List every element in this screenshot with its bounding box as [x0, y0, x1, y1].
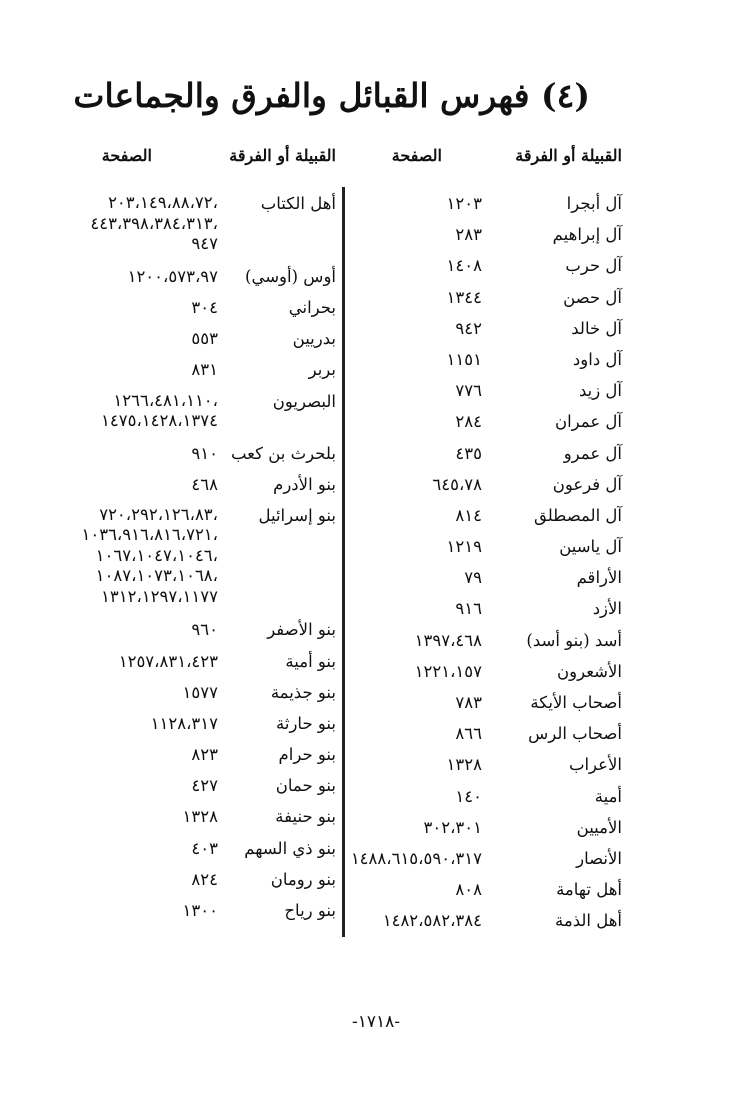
entry-pages: ٧٧٦ [455, 381, 482, 401]
entry-name: بنو أمية [285, 651, 336, 671]
entry-name: أوس (أوسي) [245, 266, 336, 286]
entry-pages [81, 500, 218, 608]
entry-pages: ٨٣١ [191, 360, 218, 380]
entry-pages: ٣٠٢،٣٠١ [423, 817, 482, 837]
entry-pages: ٢٨٤ [455, 412, 482, 432]
entry-pages: ٨٠٨ [455, 880, 482, 900]
entry-pages: ١١٥١ [446, 349, 482, 369]
index-entry [40, 188, 336, 261]
entry-name: الأشعرون [557, 661, 622, 681]
entry-pages: ١٣٩٧،٤٦٨ [414, 630, 482, 650]
entry-pages: ١٣٢٨ [446, 755, 482, 775]
entry-pages: ١٥٧٧ [182, 682, 218, 702]
index-entry [350, 562, 622, 593]
entry-name: آل فرعون [552, 474, 622, 494]
page-number: -١٧١٨- [351, 1012, 401, 1032]
entry-pages: ١٢٥٧،٨٣١،٤٢٣ [118, 651, 218, 671]
index-entry [40, 739, 336, 770]
entry-pages: ٤٦٨ [191, 474, 218, 494]
index-entry [40, 646, 336, 677]
entry-pages: ٦٤٥،٧٨ [432, 474, 482, 494]
entry-name: بنو حنيفة [275, 807, 336, 827]
entry-pages: ١١٢٨،٣١٧ [150, 713, 218, 733]
entry-name: بنو الأصفر [267, 620, 336, 640]
entry-pages-line: ١٣١٢،١٢٩٧،١١٧٧ [101, 586, 218, 606]
entry-name: أهل تهامة [556, 880, 622, 900]
entry-pages: ٨١٤ [455, 505, 482, 525]
index-entry [40, 895, 336, 926]
entry-pages: ٩٦٠ [191, 620, 218, 640]
index-entry [350, 500, 622, 531]
index-entry [350, 375, 622, 406]
entry-name: أمية [594, 786, 622, 806]
index-entry [40, 833, 336, 864]
index-entry [350, 219, 622, 250]
index-entry [350, 874, 622, 905]
index-entry [350, 625, 622, 656]
index-entry [350, 687, 622, 718]
index-entry [40, 354, 336, 385]
index-entry [350, 749, 622, 780]
entry-pages: ١٤٠٨ [446, 256, 482, 276]
entry-pages: ٩١٦ [455, 599, 482, 619]
entry-name: آل خالد [571, 318, 622, 338]
entry-name: الأراقم [576, 568, 622, 588]
index-entry [40, 500, 336, 614]
entry-pages: ٨٦٦ [455, 724, 482, 744]
entry-pages: ١٣٤٤ [446, 287, 482, 307]
entry-name: آل أبجرا [566, 194, 622, 213]
entry-pages: ٣٠٤ [191, 297, 218, 317]
index-entry [350, 781, 622, 812]
entry-name: بحراني [288, 297, 336, 317]
entry-name: بنو إسرائيل [258, 505, 336, 525]
entry-name: آل عمران [554, 412, 622, 432]
entry-pages: ٧٨٣ [455, 693, 482, 712]
entry-name: بدريين [292, 329, 336, 349]
header-left-pages: الصفحة [101, 146, 152, 165]
index-entry [350, 812, 622, 843]
entry-pages: ٤٠٣ [191, 838, 218, 858]
entry-name: آل عمرو [563, 443, 622, 463]
entry-pages: ١٣٢٨ [182, 807, 218, 827]
entry-pages: ١٣٠٠ [182, 901, 218, 920]
entry-pages-line: ،٤٤٣،٣٩٨،٣٨٤،٣١٣ [90, 213, 218, 233]
entry-pages-line: ،٧٢٠،٢٩٢،١٢٦،٨٣ [99, 504, 218, 524]
index-entry [350, 718, 622, 749]
index-entry [350, 250, 622, 281]
entry-name: آل إبراهيم [552, 225, 622, 245]
index-entry [350, 282, 622, 313]
entry-name: الأميين [576, 817, 622, 837]
entry-name: أصحاب الأيكة [530, 693, 622, 712]
entry-pages: ٩١٠ [191, 443, 218, 463]
entry-pages: ٥٥٣ [191, 329, 218, 349]
entry-name: أصحاب الرس [528, 724, 622, 744]
index-entry [40, 677, 336, 708]
entry-pages: ١٤٨٢،٥٨٢،٣٨٤ [382, 911, 482, 931]
entry-pages: ١٢٠٠،٥٧٣،٩٧ [127, 266, 218, 286]
entry-pages-line: ١٤٧٥،١٤٢٨،١٣٧٤ [101, 411, 218, 431]
entry-pages: ٤٢٧ [191, 776, 218, 796]
index-entry [350, 531, 622, 562]
entry-name: أسد (بنو أسد) [526, 630, 622, 650]
left-index-column [40, 188, 336, 926]
index-entry [40, 386, 336, 438]
entry-name: الأنصار [576, 848, 622, 868]
entry-pages: ١٢١٩ [446, 537, 482, 557]
entry-pages [90, 188, 218, 255]
entry-pages: ٢٨٣ [455, 225, 482, 245]
entry-name: بنو الأدرم [273, 474, 336, 494]
index-entry [350, 469, 622, 500]
entry-name: بربر [308, 360, 336, 380]
entry-pages: ١٢٠٣ [446, 194, 482, 213]
column-divider [342, 187, 345, 937]
entry-pages: ٧٩ [464, 568, 482, 588]
entry-pages: ١٤٨٨،٦١٥،٥٩٠،٣١٧ [350, 848, 482, 868]
entry-name: بنو حمان [275, 776, 336, 796]
entry-name: بنو حارثة [276, 713, 336, 733]
entry-name: الأعراب [568, 755, 622, 775]
entry-name: بنو ذي السهم [244, 838, 336, 858]
header-left-name: القبيلة أو الفرقة [229, 146, 336, 165]
header-right-pages: الصفحة [391, 146, 442, 165]
entry-name: آل المصطلق [533, 505, 622, 525]
index-entry [40, 261, 336, 292]
entry-name: البصريون [272, 391, 336, 411]
index-entry [350, 843, 622, 874]
entry-pages-line: ،٢٠٣،١٤٩،٨٨،٧٢ [108, 193, 218, 212]
right-index-column [350, 188, 622, 937]
entry-pages-line: ،١٠٣٦،٩١٦،٨١٦،٧٢١ [81, 525, 218, 545]
index-entry [350, 313, 622, 344]
entry-name: الأزد [592, 599, 622, 619]
index-entry [350, 593, 622, 624]
index-entry [350, 188, 622, 219]
index-entry [350, 438, 622, 469]
index-entry [40, 438, 336, 469]
index-entry [40, 469, 336, 500]
entry-pages-line: ،١٢٦٦،٤٨١،١١٠ [113, 390, 218, 410]
index-entry [350, 406, 622, 437]
entry-name: آل داود [572, 349, 622, 369]
entry-name: بنو رياح [284, 901, 336, 920]
entry-name: أهل الكتاب [260, 194, 336, 213]
page-title: (٤) فهرس القبائل والفرق والجماعات [73, 76, 590, 115]
entry-pages: ١٢٢١،١٥٧ [414, 661, 482, 681]
entry-pages [101, 386, 218, 432]
index-entry [40, 770, 336, 801]
entry-pages: ٤٣٥ [455, 443, 482, 463]
index-entry [40, 708, 336, 739]
index-entry [40, 292, 336, 323]
header-right-name: القبيلة أو الفرقة [515, 146, 622, 165]
entry-name: بنو جذيمة [270, 682, 336, 702]
index-entry [40, 801, 336, 832]
index-entry [40, 864, 336, 895]
entry-pages: ٨٢٣ [191, 745, 218, 765]
entry-name: آل حصن [563, 287, 622, 307]
entry-name: بنو حرام [278, 745, 336, 765]
entry-pages: ١٤٠ [455, 786, 482, 806]
entry-name: بنو رومان [270, 869, 336, 889]
index-entry [350, 344, 622, 375]
entry-name: أهل الذمة [555, 911, 622, 931]
entry-name: آل ياسين [559, 537, 622, 557]
index-entry [350, 905, 622, 936]
entry-name: آل حرب [565, 256, 622, 276]
index-entry [350, 656, 622, 687]
entry-pages: ٩٤٢ [455, 318, 482, 338]
entry-pages: ٨٢٤ [191, 869, 218, 889]
entry-pages-line: ،١٠٦٧،١٠٤٧،١٠٤٦ [95, 545, 218, 565]
index-entry [40, 323, 336, 354]
index-entry [40, 614, 336, 645]
entry-name: بلحرث بن كعب [230, 443, 336, 463]
entry-name: آل زيد [578, 381, 622, 401]
entry-pages-line: ٩٤٧ [191, 234, 218, 253]
entry-pages-line: ،١٠٨٧،١٠٧٣،١٠٦٨ [95, 566, 218, 586]
